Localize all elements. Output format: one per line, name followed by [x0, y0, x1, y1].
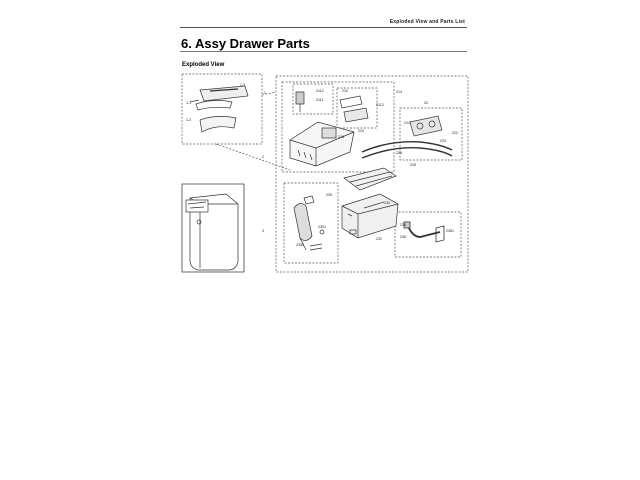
callout-236: 236 [400, 235, 406, 239]
callout-222: 222 [452, 131, 458, 135]
callout-232: 232 [376, 237, 382, 241]
drawer-handle-parts [190, 86, 248, 132]
callout-226: 226 [410, 163, 416, 167]
drawer-housing [290, 92, 368, 166]
callout-1-2: 1-2 [186, 118, 192, 122]
callout-234: 234 [400, 223, 406, 227]
page-header: Exploded View and Parts List [389, 19, 465, 25]
callout-1-1: 1-1 [186, 101, 192, 105]
callout-2112: 2112 [316, 89, 324, 93]
section-title: 6. Assy Drawer Parts [181, 36, 310, 51]
washer-cabinet [186, 194, 238, 270]
callout-22: 22 [424, 101, 428, 105]
group-1-frame [182, 74, 262, 144]
callout-1-3: 1-3 [240, 83, 246, 87]
callout-2111: 2111 [316, 98, 324, 102]
leader-line [216, 144, 290, 170]
callout-235: 235 [326, 193, 332, 197]
callout-2361: 2361 [446, 229, 454, 233]
exploded-view-heading: Exploded View [182, 62, 225, 68]
callout-224: 224 [358, 129, 364, 133]
callout-221: 221 [404, 121, 410, 125]
callout-225: 225 [396, 151, 402, 155]
washer-frame [182, 184, 244, 272]
drain-pipe [404, 222, 444, 242]
callout-1: 1 [264, 91, 266, 95]
callout-215: 215 [338, 135, 344, 139]
callout-2: 2 [262, 155, 264, 159]
callout-3: 3 [262, 229, 264, 233]
callout-2351: 2351 [318, 225, 326, 229]
detergent-parts [294, 196, 324, 250]
callout-2352: 2352 [296, 243, 304, 247]
callout-214: 214 [396, 90, 402, 94]
callout-2113: 2113 [376, 103, 384, 107]
callout-210: 210 [342, 89, 348, 93]
callout-223: 223 [440, 139, 446, 143]
callout-233: 233 [384, 201, 390, 205]
